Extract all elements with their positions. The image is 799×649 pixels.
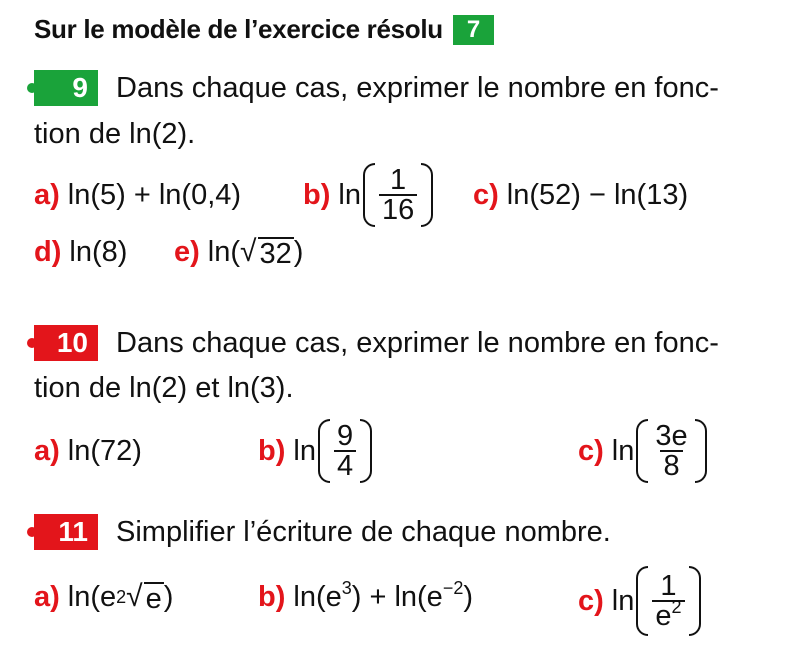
exercise-10-item-a <box>34 416 142 486</box>
badge-dot-icon <box>27 83 37 93</box>
fraction <box>652 422 690 480</box>
item-expression <box>338 163 433 227</box>
item-expression <box>293 577 474 614</box>
ln-text: ln <box>611 434 635 467</box>
right-paren <box>689 566 701 636</box>
expr-part: ln(e <box>293 580 342 613</box>
item-expression: ln(e 2 √ e ) <box>67 580 174 615</box>
badge-dot-icon <box>27 527 37 537</box>
item-label: d) <box>34 235 62 268</box>
exercise-number: 11 <box>58 516 88 547</box>
item-expression: ln(52) − ln(13) <box>506 178 689 211</box>
left-paren <box>636 566 648 636</box>
item-label: a) <box>34 434 60 467</box>
item-label: a) <box>34 580 60 613</box>
denominator: 8 <box>660 450 682 480</box>
expr-part: ) + ln(e <box>351 580 443 613</box>
right-paren <box>695 419 707 483</box>
exercise-9-item-e <box>174 224 303 280</box>
item-label: b) <box>303 178 331 211</box>
ln-close: ) <box>293 235 304 268</box>
left-paren <box>636 419 648 483</box>
item-label: c) <box>578 584 604 617</box>
exercise-10-instruction-1: Dans chaque cas, exprimer le nombre en fonc- <box>116 327 719 359</box>
expr-part: ) <box>463 580 474 613</box>
item-expression <box>612 566 701 636</box>
exercise-number: 10 <box>56 327 88 358</box>
ln-text: ln <box>611 584 635 617</box>
item-label: a) <box>34 178 60 211</box>
exercise-11-instruction: Simplifier l’écriture de chaque nombre. <box>116 516 611 548</box>
denominator <box>652 597 684 632</box>
ln-open: ln( <box>207 235 241 268</box>
left-paren <box>318 419 330 483</box>
exercise-9-item-a <box>34 160 241 230</box>
numerator: 1 <box>660 570 677 602</box>
item-expression <box>208 235 304 269</box>
item-label: c) <box>578 434 604 467</box>
ln-close: ) <box>163 580 174 613</box>
badge-dot-icon <box>27 338 37 348</box>
exercise-9-instruction-1: Dans chaque cas, exprimer le nombre en fonc- <box>116 72 719 104</box>
exercise-9-item-c <box>473 160 688 230</box>
item-expression <box>612 419 707 483</box>
left-paren <box>363 163 375 227</box>
item-expression: ln(5) + ln(0,4) <box>67 178 242 211</box>
section-header <box>34 14 494 45</box>
denominator: 16 <box>379 194 417 224</box>
radicand: e <box>145 583 162 615</box>
right-paren <box>421 163 433 227</box>
exercise-11-item-b <box>258 562 473 632</box>
exercise-number: 9 <box>72 72 88 103</box>
exercise-11-badge <box>34 514 98 550</box>
item-label: b) <box>258 580 286 613</box>
ln-text: ln <box>338 178 361 211</box>
radicand: 32 <box>259 238 292 270</box>
exercise-9-instruction-2: tion de ln(2). <box>34 118 196 150</box>
item-expression: ln(8) <box>69 235 128 268</box>
exponent: −2 <box>442 577 464 598</box>
item-label: c) <box>473 178 499 211</box>
numerator: 9 <box>336 420 354 452</box>
exercise-9-item-b <box>303 160 433 230</box>
exercise-11-item-c <box>578 562 701 640</box>
fraction <box>379 166 417 224</box>
exponent: 2 <box>671 597 682 617</box>
exponent: 3 <box>341 577 352 598</box>
radical-icon: √ <box>126 580 143 613</box>
exercise-11-item-a <box>34 562 173 632</box>
right-paren <box>360 419 372 483</box>
square-root <box>126 580 164 614</box>
square-root <box>240 235 294 269</box>
item-label: e) <box>174 235 200 268</box>
radical-icon: √ <box>240 235 257 268</box>
item-label: b) <box>258 434 286 467</box>
reference-badge: 7 <box>453 15 494 45</box>
ln-open: ln(e <box>67 580 117 613</box>
fraction <box>334 422 356 480</box>
exercise-10-instruction-2: tion de ln(2) et ln(3). <box>34 372 294 404</box>
numerator: 1 <box>390 164 407 196</box>
denominator: 4 <box>334 450 356 480</box>
fraction <box>652 572 684 630</box>
denominator-base: e <box>655 600 672 632</box>
exercise-10-item-b <box>258 416 372 486</box>
ln-text: ln <box>293 434 316 467</box>
exercise-9-badge <box>34 70 98 106</box>
item-expression: ln(72) <box>67 434 142 467</box>
section-title: Sur le modèle de l’exercice résolu <box>34 14 443 44</box>
exercise-10-item-c <box>578 416 707 486</box>
item-expression <box>293 419 372 483</box>
exercise-9-item-d <box>34 224 127 280</box>
exercise-10-badge <box>34 325 98 361</box>
numerator: 3e <box>655 420 688 452</box>
